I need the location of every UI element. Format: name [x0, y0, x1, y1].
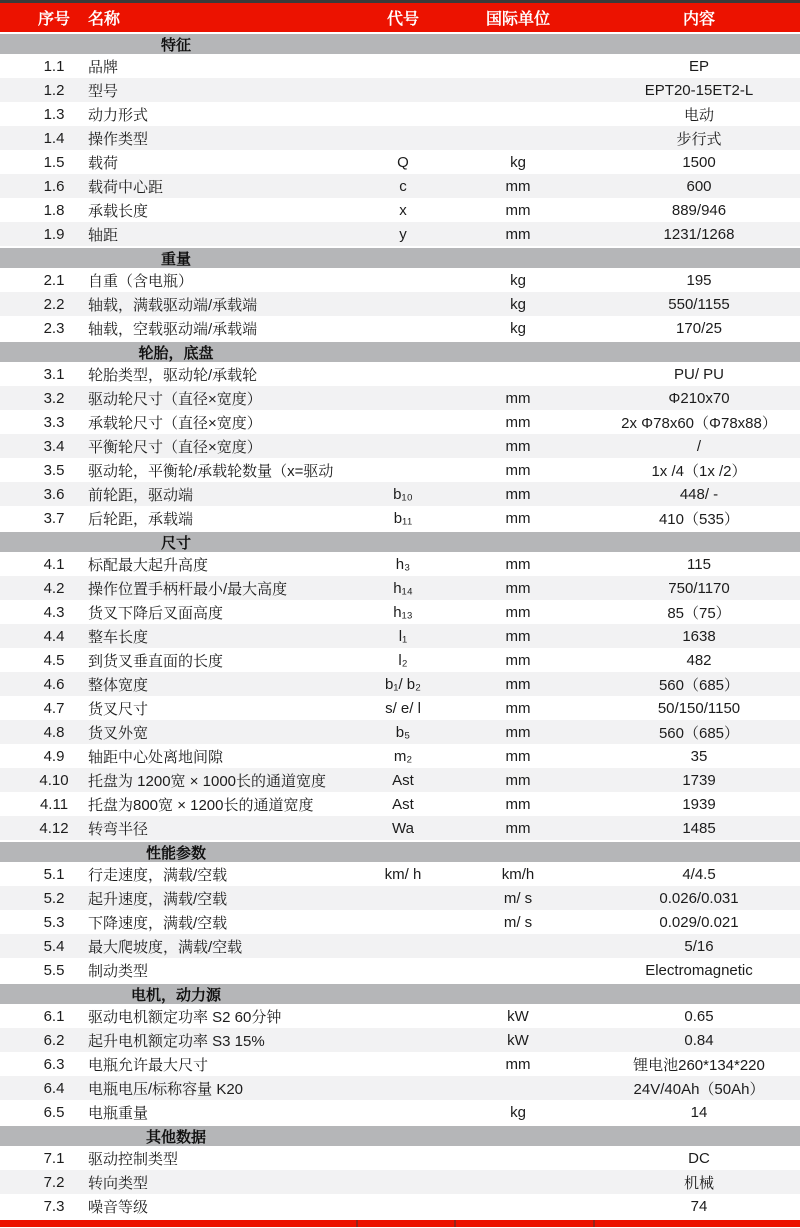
- row-unit: kg: [510, 271, 526, 289]
- row-index: 4.9: [43, 747, 65, 765]
- footer-column-tick: [454, 1220, 456, 1227]
- table-row: [0, 292, 800, 316]
- row-index: 2.1: [43, 271, 65, 289]
- table-row: [0, 792, 800, 816]
- table-row: [0, 78, 800, 102]
- row-unit: kg: [510, 295, 526, 313]
- row-code: m₂: [393, 747, 413, 765]
- section-rows: [0, 552, 800, 840]
- row-index: 6.4: [43, 1079, 65, 1097]
- section-header: [0, 34, 800, 54]
- row-name: 整车长度: [88, 628, 149, 646]
- row-value: 1x /4（1x /2）: [651, 462, 747, 480]
- row-value: /: [696, 437, 702, 455]
- row-value: PU/ PU: [673, 365, 724, 383]
- row-name: 载荷中心距: [88, 178, 164, 196]
- row-index: 5.3: [43, 913, 65, 931]
- row-index: 4.11: [39, 795, 69, 813]
- row-name: 承载长度: [88, 202, 149, 220]
- table-row: [0, 1004, 800, 1028]
- table-row: [0, 1100, 800, 1124]
- row-index: 3.1: [43, 365, 65, 383]
- row-name: 动力形式: [88, 106, 149, 124]
- row-name: 整体宽度: [88, 676, 149, 694]
- row-index: 3.6: [43, 485, 65, 503]
- section-rows: [0, 1004, 800, 1124]
- row-index: 1.2: [43, 81, 65, 99]
- row-index: 4.3: [43, 603, 65, 621]
- row-index: 2.2: [43, 295, 65, 313]
- row-value: 35: [690, 747, 708, 765]
- row-code: l₁: [398, 627, 408, 645]
- row-value: 2x Φ78x60（Φ78x88）: [621, 414, 777, 432]
- row-index: 1.8: [43, 201, 65, 219]
- row-value: 1485: [682, 819, 716, 837]
- row-name: 操作位置手柄杆最小/最大高度: [88, 580, 288, 598]
- row-index: 7.2: [43, 1173, 65, 1191]
- row-unit: mm: [505, 389, 531, 407]
- table-row: [0, 672, 800, 696]
- row-name: 后轮距，承载端: [88, 510, 194, 528]
- row-unit: mm: [505, 699, 531, 717]
- row-value: 5/16: [684, 937, 714, 955]
- table-row: [0, 744, 800, 768]
- row-name: 品牌: [88, 58, 119, 76]
- row-unit: mm: [505, 771, 531, 789]
- row-name: 驱动控制类型: [88, 1150, 179, 1168]
- section-rows: [0, 54, 800, 246]
- column-header-index: 序号: [37, 11, 70, 28]
- row-name: 承载轮尺寸（直径×宽度）: [88, 414, 262, 432]
- row-index: 1.9: [43, 225, 65, 243]
- section-header: [0, 984, 800, 1004]
- row-name: 标配最大起升高度: [88, 556, 209, 574]
- row-index: 5.1: [43, 865, 65, 883]
- row-name: 下降速度，满载/空载: [88, 914, 228, 932]
- table-row: [0, 434, 800, 458]
- row-value: 115: [687, 555, 711, 573]
- row-name: 型号: [88, 82, 119, 100]
- table-row: [0, 1170, 800, 1194]
- row-value: 0.029/0.021: [659, 913, 739, 931]
- row-name: 轴距中心处离地间隙: [88, 748, 224, 766]
- table-row: [0, 316, 800, 340]
- section-rows: [0, 862, 800, 982]
- row-unit: mm: [505, 485, 531, 503]
- row-code: h₁₃: [393, 603, 413, 621]
- table-body: [0, 34, 800, 1218]
- row-index: 3.2: [43, 389, 65, 407]
- row-code: b₅: [395, 723, 411, 741]
- table-row: [0, 862, 800, 886]
- table-header-row: [0, 0, 800, 32]
- row-unit: m/ s: [503, 913, 533, 931]
- row-name: 轴载，空载驱动端/承载端: [88, 320, 258, 338]
- row-unit: kg: [510, 319, 526, 337]
- row-name: 载荷: [88, 154, 119, 172]
- row-unit: mm: [505, 627, 531, 645]
- table-row: [0, 1194, 800, 1218]
- row-index: 1.4: [43, 129, 65, 147]
- row-value: 448/ -: [679, 485, 719, 503]
- row-unit: mm: [505, 177, 531, 195]
- row-unit: mm: [505, 461, 531, 479]
- row-index: 3.4: [43, 437, 65, 455]
- table-row: [0, 624, 800, 648]
- row-unit: mm: [505, 509, 531, 527]
- row-index: 5.5: [43, 961, 65, 979]
- section-rows: [0, 362, 800, 530]
- row-code: b₁₀: [393, 485, 413, 503]
- section-title: 电机，动力源: [130, 986, 221, 1004]
- row-name: 驱动电机额定功率 S2 60分钟: [88, 1008, 282, 1026]
- row-value: 4/4.5: [682, 865, 716, 883]
- row-unit: mm: [505, 747, 531, 765]
- row-unit: m/ s: [503, 889, 533, 907]
- footer-bar: [0, 1220, 800, 1227]
- section-title: 性能参数: [145, 844, 206, 862]
- row-unit: mm: [505, 675, 531, 693]
- footer-column-tick: [356, 1220, 358, 1227]
- row-index: 1.3: [43, 105, 65, 123]
- row-unit: kW: [507, 1031, 529, 1049]
- table-row: [0, 1146, 800, 1170]
- row-code: c: [399, 177, 407, 195]
- row-code: b₁/ b₂: [385, 675, 421, 693]
- row-index: 5.4: [43, 937, 65, 955]
- row-code: x: [399, 201, 407, 219]
- row-name: 驱动轮尺寸（直径×宽度）: [88, 390, 262, 408]
- row-index: 3.3: [43, 413, 65, 431]
- row-unit: mm: [505, 723, 531, 741]
- table-row: [0, 1052, 800, 1076]
- row-code: Wa: [392, 819, 414, 837]
- row-index: 6.5: [43, 1103, 65, 1121]
- row-name: 制动类型: [88, 962, 149, 980]
- table-row: [0, 102, 800, 126]
- row-value: 482: [686, 651, 712, 669]
- table-row: [0, 198, 800, 222]
- row-name: 轴载，满载驱动端/承载端: [88, 296, 258, 314]
- row-name: 前轮距，驱动端: [88, 486, 194, 504]
- row-index: 1.5: [43, 153, 65, 171]
- section-header: [0, 342, 800, 362]
- row-code: h₁₄: [393, 579, 413, 597]
- row-index: 4.7: [43, 699, 65, 717]
- table-row: [0, 1076, 800, 1100]
- table-row: [0, 1028, 800, 1052]
- table-row: [0, 482, 800, 506]
- row-code: km/ h: [384, 865, 422, 883]
- table-row: [0, 696, 800, 720]
- row-value: 锂电池260*134*220: [633, 1056, 765, 1074]
- row-index: 4.12: [39, 819, 69, 837]
- row-unit: mm: [505, 225, 531, 243]
- row-name: 操作类型: [88, 130, 149, 148]
- row-unit: mm: [505, 579, 531, 597]
- row-value: 560（685）: [658, 676, 740, 694]
- section-title: 特征: [160, 36, 191, 54]
- row-name: 货叉下降后叉面高度: [88, 604, 224, 622]
- row-name: 电瓶允许最大尺寸: [88, 1056, 209, 1074]
- row-value: 50/150/1150: [657, 699, 741, 717]
- table-row: [0, 222, 800, 246]
- row-index: 1.6: [43, 177, 65, 195]
- table-row: [0, 576, 800, 600]
- row-name: 轮胎类型，驱动轮/承载轮: [88, 366, 258, 384]
- row-value: 889/946: [671, 201, 727, 219]
- row-index: 6.3: [43, 1055, 65, 1073]
- row-value: 0.65: [684, 1007, 714, 1025]
- row-unit: mm: [505, 651, 531, 669]
- column-header-content: 内容: [682, 11, 715, 28]
- row-value: 195: [686, 271, 712, 289]
- table-row: [0, 362, 800, 386]
- row-unit: mm: [505, 555, 531, 573]
- row-value: 机械: [683, 1174, 714, 1192]
- row-name: 平衡轮尺寸（直径×宽度）: [88, 438, 262, 456]
- row-name: 电瓶重量: [88, 1104, 149, 1122]
- section-header: [0, 1126, 800, 1146]
- row-index: 6.2: [43, 1031, 65, 1049]
- section-rows: [0, 1146, 800, 1218]
- row-name: 起升电机额定功率 S3 15%: [88, 1032, 265, 1050]
- row-name: 到货叉垂直面的长度: [88, 652, 224, 670]
- row-value: 1638: [682, 627, 716, 645]
- row-name: 最大爬坡度，满载/空载: [88, 938, 243, 956]
- row-value: 1231/1268: [663, 225, 735, 243]
- row-value: 74: [690, 1197, 708, 1215]
- row-value: 600: [686, 177, 712, 195]
- row-name: 起升速度，满载/空载: [88, 890, 228, 908]
- row-unit: mm: [505, 603, 531, 621]
- row-name: 行走速度，满载/空载: [88, 866, 228, 884]
- section-title: 尺寸: [160, 534, 191, 552]
- row-value: 85（75）: [667, 604, 731, 622]
- row-code: Ast: [392, 795, 414, 813]
- row-name: 电瓶电压/标称容量 K20: [88, 1080, 244, 1098]
- row-name: 驱动轮，平衡轮/承载轮数量（x=驱动: [88, 462, 334, 480]
- row-code: b₁₁: [393, 509, 413, 527]
- row-name: 噪音等级: [88, 1198, 149, 1216]
- row-value: 170/25: [676, 319, 722, 337]
- table-row: [0, 600, 800, 624]
- column-header-code: 代号: [386, 11, 419, 28]
- row-name: 转向类型: [88, 1174, 149, 1192]
- row-index: 7.3: [43, 1197, 65, 1215]
- row-value: 0.026/0.031: [659, 889, 739, 907]
- row-index: 4.10: [39, 771, 69, 789]
- section-header: [0, 842, 800, 862]
- row-value: EP: [688, 57, 709, 75]
- row-index: 2.3: [43, 319, 65, 337]
- row-value: 560（685）: [658, 724, 740, 742]
- column-header-name: 名称: [88, 11, 121, 28]
- row-code: y: [399, 225, 407, 243]
- table-row: [0, 506, 800, 530]
- column-header-unit: 国际单位: [485, 11, 550, 28]
- row-unit: mm: [505, 437, 531, 455]
- row-unit: mm: [505, 1055, 531, 1073]
- row-value: 1939: [682, 795, 716, 813]
- row-unit: kW: [507, 1007, 529, 1025]
- row-index: 4.4: [43, 627, 65, 645]
- row-value: Electromagnetic: [645, 961, 753, 979]
- row-unit: kg: [510, 153, 526, 171]
- table-row: [0, 720, 800, 744]
- table-row: [0, 410, 800, 434]
- row-code: Ast: [392, 771, 414, 789]
- row-name: 转弯半径: [88, 820, 149, 838]
- row-code: s/ e/ l: [385, 699, 421, 717]
- table-row: [0, 934, 800, 958]
- row-value: 步行式: [676, 130, 722, 148]
- row-value: 550/1155: [668, 295, 730, 313]
- row-index: 4.5: [43, 651, 65, 669]
- row-value: 410（535）: [658, 510, 740, 528]
- row-unit: mm: [505, 201, 531, 219]
- row-index: 6.1: [43, 1007, 65, 1025]
- row-unit: mm: [505, 819, 531, 837]
- row-index: 3.7: [43, 509, 65, 527]
- row-value: 1739: [682, 771, 716, 789]
- table-row: [0, 768, 800, 792]
- row-index: 3.5: [43, 461, 65, 479]
- row-code: l₂: [398, 651, 408, 669]
- row-value: 1500: [682, 153, 716, 171]
- table-row: [0, 910, 800, 934]
- row-index: 4.1: [43, 555, 65, 573]
- row-name: 货叉尺寸: [88, 700, 149, 718]
- table-row: [0, 126, 800, 150]
- table-row: [0, 268, 800, 292]
- table-row: [0, 648, 800, 672]
- table-row: [0, 958, 800, 982]
- section-title: 重量: [160, 250, 191, 268]
- row-value: 电动: [683, 106, 714, 124]
- row-code: h₃: [395, 555, 411, 573]
- footer-column-tick: [593, 1220, 595, 1227]
- row-name: 自重（含电瓶）: [88, 272, 194, 290]
- section-header: [0, 532, 800, 552]
- row-value: 750/1170: [668, 579, 730, 597]
- row-index: 1.1: [43, 57, 65, 75]
- row-code: Q: [397, 153, 409, 171]
- table-row: [0, 54, 800, 78]
- row-value: 0.84: [684, 1031, 714, 1049]
- table-row: [0, 386, 800, 410]
- table-row: [0, 816, 800, 840]
- row-index: 4.6: [43, 675, 65, 693]
- row-name: 托盘为 1200宽 × 1000长的通道宽度: [88, 772, 327, 790]
- row-unit: kg: [510, 1103, 526, 1121]
- row-name: 轴距: [88, 226, 119, 244]
- section-header: [0, 248, 800, 268]
- table-row: [0, 174, 800, 198]
- row-value: EPT20-15ET2-L: [644, 81, 754, 99]
- row-value: DC: [688, 1149, 710, 1167]
- row-value: 24V/40Ah（50Ah）: [633, 1080, 765, 1098]
- row-unit: mm: [505, 795, 531, 813]
- row-index: 7.1: [43, 1149, 65, 1167]
- table-row: [0, 552, 800, 576]
- section-rows: [0, 268, 800, 340]
- row-index: 4.2: [43, 579, 65, 597]
- row-unit: km/h: [501, 865, 535, 883]
- table-row: [0, 886, 800, 910]
- section-title: 其他数据: [145, 1128, 206, 1146]
- row-index: 4.8: [43, 723, 65, 741]
- section-title: 轮胎，底盘: [138, 344, 214, 362]
- row-index: 5.2: [43, 889, 65, 907]
- table-row: [0, 458, 800, 482]
- row-value: Φ210x70: [668, 389, 730, 407]
- row-unit: mm: [505, 413, 531, 431]
- table-row: [0, 150, 800, 174]
- row-value: 14: [690, 1103, 708, 1121]
- row-name: 托盘为800宽 × 1200长的通道宽度: [88, 796, 314, 814]
- row-name: 货叉外宽: [88, 724, 149, 742]
